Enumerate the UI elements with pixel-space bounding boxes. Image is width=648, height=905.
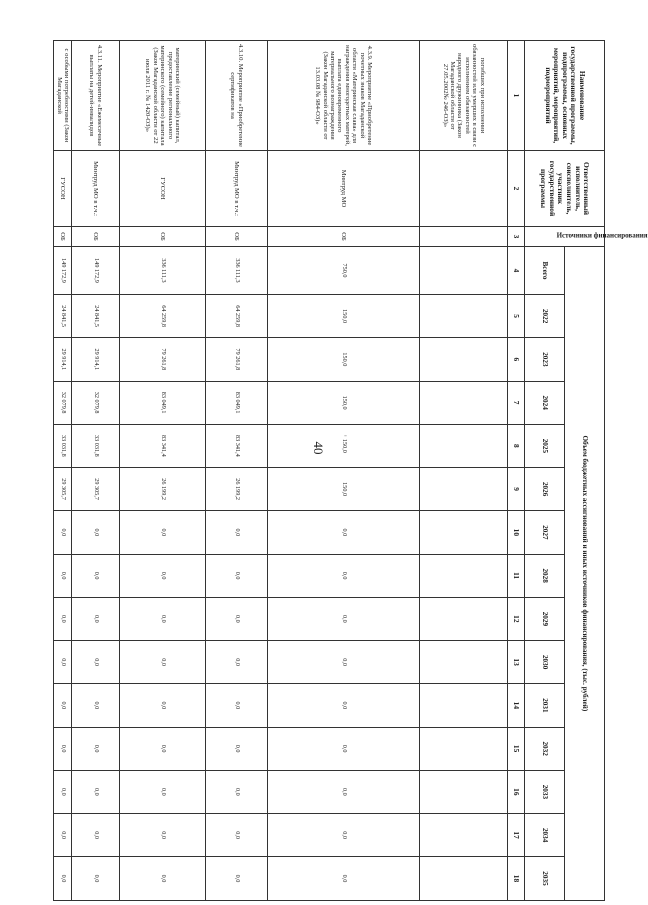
name-cell: материнский (семейный) капитал, предоставление регионального материнского (семейного) капитала (Закон Магаданской области от 22 июля 2011 г. № 1420-ОЗ)» (120, 41, 206, 151)
header-year: 2025 (525, 424, 565, 467)
value-cell: 0,0 (72, 814, 120, 857)
responsible-cell (420, 151, 508, 227)
value-cell: 0,0 (54, 641, 72, 684)
header-year: 2028 (525, 554, 565, 597)
value-cell (420, 424, 508, 467)
header-source (525, 227, 648, 247)
value-cell: 0,0 (120, 554, 206, 597)
value-cell: 0,0 (206, 727, 268, 770)
value-cell: 0,0 (206, 554, 268, 597)
table-row (54, 41, 72, 901)
value-cell: 150,0 (268, 381, 420, 424)
source-cell: ОБ (54, 227, 72, 247)
value-cell (420, 857, 508, 900)
header-year: 2029 (525, 597, 565, 640)
source-cell: ОБ (72, 227, 120, 247)
value-cell: 32 079,8 (54, 381, 72, 424)
value-cell: 0,0 (72, 857, 120, 900)
value-cell (420, 684, 508, 727)
value-cell: 29 305,7 (72, 468, 120, 511)
value-cell: 33 031,8 (72, 424, 120, 467)
value-cell (420, 295, 508, 338)
value-cell: 64 259,8 (206, 295, 268, 338)
column-number: 3 (508, 227, 525, 247)
name-cell: 4.3.10. Мероприятие «Приобретение сертификатов на (206, 41, 268, 151)
table-body (54, 41, 508, 901)
value-cell (420, 597, 508, 640)
value-cell: 0,0 (72, 597, 120, 640)
value-cell: 0,0 (120, 684, 206, 727)
column-number: 16 (508, 770, 525, 813)
value-cell: 0,0 (120, 770, 206, 813)
value-cell (420, 468, 508, 511)
source-cell: ОБ (120, 227, 206, 247)
header-year: 2023 (525, 338, 565, 381)
value-cell: 0,0 (206, 684, 268, 727)
header-source-label: Источники финансирования (557, 231, 648, 240)
value-cell: 150,0 (268, 468, 420, 511)
value-cell: 0,0 (120, 597, 206, 640)
value-cell: 83 341,4 (120, 424, 206, 467)
value-cell: 0,0 (206, 857, 268, 900)
header-year: 2022 (525, 295, 565, 338)
table-row (72, 41, 120, 901)
value-cell: 0,0 (54, 684, 72, 727)
value-cell: 0,0 (72, 770, 120, 813)
value-cell: 0,0 (54, 597, 72, 640)
value-cell: 83 341,4 (206, 424, 268, 467)
responsible-cell: Минтруд МО в т.ч.: (206, 151, 268, 227)
header-funding: Объем бюджетных ассигнований и иных источников финансирования, (тыс. рублей) (565, 247, 605, 901)
value-cell: 0,0 (268, 554, 420, 597)
value-cell: 0,0 (120, 511, 206, 554)
value-cell: 29 914,1 (54, 338, 72, 381)
header-year: 2024 (525, 381, 565, 424)
value-cell: 24 841,5 (72, 295, 120, 338)
value-cell: 0,0 (72, 727, 120, 770)
table-row (268, 41, 420, 901)
value-cell: 150,0 (268, 295, 420, 338)
value-cell: 24 841,5 (54, 295, 72, 338)
name-cell: 4.3.9. Мероприятие «Приобретение почетных знаков Магаданской области «Материнская слава» для награждения многодетных матерей, выплата единовременного материального вознаграждения (Закон Магаданской области от 13.03.08 № 984-ОЗ)» (268, 41, 420, 151)
value-cell: 29 914,1 (72, 338, 120, 381)
value-cell: 0,0 (54, 554, 72, 597)
header-year: 2026 (525, 468, 565, 511)
table-row (420, 41, 508, 901)
header-name: Наименование государственной программы, подпрограммы, основных мероприятий, мероприятий, подмероприятий (525, 41, 605, 151)
source-cell: ОБ (268, 227, 420, 247)
responsible-cell: Минтруд МО в т.ч.: (72, 151, 120, 227)
value-cell: 26 199,2 (120, 468, 206, 511)
value-cell: 0,0 (268, 770, 420, 813)
value-cell: 0,0 (72, 554, 120, 597)
value-cell: 0,0 (268, 814, 420, 857)
value-cell: 0,0 (120, 857, 206, 900)
table-row (206, 41, 268, 901)
value-cell: 150,0 (268, 424, 420, 467)
column-number: 4 (508, 247, 525, 295)
value-cell (420, 554, 508, 597)
name-cell: 4.3.11. Мероприятие «Ежемесячные выплаты на детей-инвалидов (72, 41, 120, 151)
value-cell: 0,0 (268, 727, 420, 770)
value-cell: 64 259,8 (120, 295, 206, 338)
total-cell: 750,0 (268, 247, 420, 295)
value-cell (420, 511, 508, 554)
source-cell: ОБ (206, 227, 268, 247)
value-cell: 0,0 (54, 857, 72, 900)
column-number: 5 (508, 295, 525, 338)
column-number: 18 (508, 857, 525, 900)
header-year: 2034 (525, 814, 565, 857)
column-number: 15 (508, 727, 525, 770)
column-number: 13 (508, 641, 525, 684)
source-cell (420, 227, 508, 247)
total-cell: 336 111,3 (120, 247, 206, 295)
column-number: 10 (508, 511, 525, 554)
column-number: 9 (508, 468, 525, 511)
total-cell: 149 172,9 (54, 247, 72, 295)
value-cell: 0,0 (54, 727, 72, 770)
value-cell: 0,0 (206, 770, 268, 813)
value-cell: 0,0 (268, 857, 420, 900)
header-year: 2033 (525, 770, 565, 813)
value-cell: 150,0 (268, 338, 420, 381)
value-cell: 0,0 (120, 641, 206, 684)
value-cell (420, 727, 508, 770)
value-cell: 0,0 (54, 814, 72, 857)
value-cell: 0,0 (268, 641, 420, 684)
header-responsible: Ответственный исполнитель, соисполнитель, участник государственной программы (525, 151, 605, 227)
header-year: 2027 (525, 511, 565, 554)
column-number: 6 (508, 338, 525, 381)
value-cell: 0,0 (268, 511, 420, 554)
value-cell (420, 814, 508, 857)
value-cell: 0,0 (72, 511, 120, 554)
column-number-row (508, 41, 525, 901)
name-cell: погибших при исполнении обязанностей или умерших в связи с исполнением обязанностей народного дружинника (Закон Магаданской области от 27.05.2002№ 246-ОЗ)» (420, 41, 508, 151)
value-cell: 83 049,1 (120, 381, 206, 424)
value-cell: 0,0 (206, 814, 268, 857)
page-mark: - (344, 430, 347, 440)
header-year: 2032 (525, 727, 565, 770)
value-cell: 0,0 (206, 597, 268, 640)
column-number: 17 (508, 814, 525, 857)
value-cell: 0,0 (206, 511, 268, 554)
value-cell: 0,0 (120, 814, 206, 857)
name-cell: с особыми потребностями (Закон Магаданской (54, 41, 72, 151)
responsible-cell: ГУСОН (54, 151, 72, 227)
value-cell: 0,0 (268, 684, 420, 727)
value-cell: 0,0 (268, 597, 420, 640)
total-cell (420, 247, 508, 295)
total-cell: 149 172,9 (72, 247, 120, 295)
value-cell: 0,0 (72, 684, 120, 727)
value-cell (420, 641, 508, 684)
rotated-document (55, 40, 648, 896)
value-cell: 79 261,8 (206, 338, 268, 381)
column-number: 7 (508, 381, 525, 424)
value-cell: 0,0 (72, 641, 120, 684)
page-number: 40 (311, 441, 326, 455)
value-cell (420, 770, 508, 813)
table-row (120, 41, 206, 901)
responsible-cell: ГУСОН (120, 151, 206, 227)
value-cell: 33 031,8 (54, 424, 72, 467)
funding-table (53, 40, 648, 901)
value-cell: 0,0 (54, 511, 72, 554)
column-number: 2 (508, 151, 525, 227)
value-cell: 79 261,8 (120, 338, 206, 381)
value-cell: 0,0 (120, 727, 206, 770)
total-cell: 336 111,3 (206, 247, 268, 295)
value-cell: 0,0 (54, 770, 72, 813)
column-number: 8 (508, 424, 525, 467)
header-total: Всего (525, 247, 565, 295)
value-cell: 29 305,7 (54, 468, 72, 511)
value-cell: 0,0 (206, 641, 268, 684)
column-number: 11 (508, 554, 525, 597)
column-number: 1 (508, 41, 525, 151)
value-cell (420, 338, 508, 381)
value-cell (420, 381, 508, 424)
column-number: 14 (508, 684, 525, 727)
value-cell: 83 049,1 (206, 381, 268, 424)
column-number: 12 (508, 597, 525, 640)
responsible-cell: Минтруд МО (268, 151, 420, 227)
header-year: 2035 (525, 857, 565, 900)
value-cell: 32 079,8 (72, 381, 120, 424)
header-year: 2030 (525, 641, 565, 684)
value-cell: 26 199,2 (206, 468, 268, 511)
header-year: 2031 (525, 684, 565, 727)
